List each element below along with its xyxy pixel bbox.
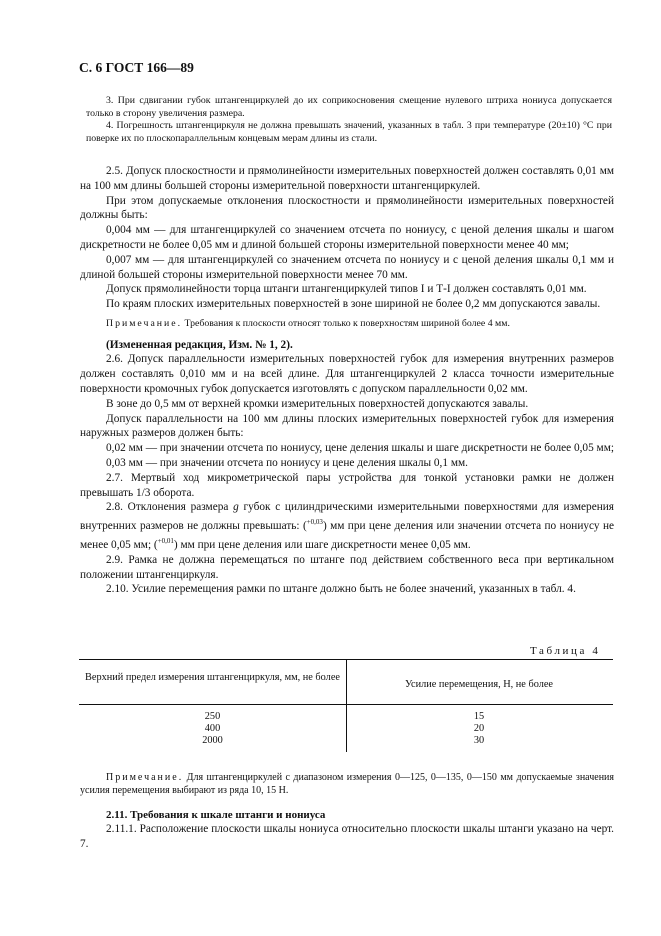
fraction-one-third: 1/3 xyxy=(135,486,151,499)
table-3-notes xyxy=(86,95,612,145)
table-cell: 2000 xyxy=(202,735,223,746)
para-2-5-b: При этом допускаемые отклонения плоскостности и прямолинейности измерительных поверхностей должны быть: xyxy=(80,194,614,222)
para-2-6-e: 0,03 мм — при значении отсчета по нониусу и цене деления шкалы 0,1 мм. xyxy=(106,456,468,469)
table-column-forces xyxy=(351,711,607,747)
para-2-8-c: ) мм при цене деления или значении отсчета по нониусу не менее 0,05 мм; ( xyxy=(80,520,615,551)
para-2-8-d: ) мм при цене деления или шаге дискретности менее 0,05 мм. xyxy=(173,538,471,551)
tolerance-1: +0,03 xyxy=(306,518,323,527)
para-2-6: 2.6. Допуск параллельности измерительных поверхностей губок для измерения внутренних размеров должен составлять 0,010 мм и на всей длине. Для штангенциркулей 2 класса точности измерительные поверхности кромочных губок допускается изготовлять с допуском параллельности 0,02 мм. xyxy=(80,353,614,395)
dimension-g: g xyxy=(233,501,239,514)
table-column-rule xyxy=(346,659,347,752)
footer-text xyxy=(80,772,614,851)
para-2-7-text: 2.7. Мертвый ход микрометрической пары устройства для тонкой установки рамки не должен превышать xyxy=(80,471,614,499)
para-2-10: 2.10. Усилие перемещения рамки по штанге должно быть не более значений, указанных в табл. 4. xyxy=(106,583,576,596)
para-2-7-end: оборота. xyxy=(150,486,195,499)
para-2-5-e: Допуск прямолинейности торца штанги штангенциркулей типов I и Т-I должен составлять 0,01 мм. xyxy=(106,283,587,296)
table-caption: Таблица 4 xyxy=(530,645,601,657)
para-2-8-b: губок с цилиндрическими измерительными поверхностями для измерения внутренних размеров не должны превышать: ( xyxy=(80,501,614,533)
note-text: Требования к плоскости относят только к поверхностям шириной более 4 мм. xyxy=(182,317,510,329)
note-text: Для штангенциркулей с диапазоном измерения 0—125, 0—135, 0—150 мм допускаемые значения усилия перемещения выбирают из ряда 10, 15 Н. xyxy=(80,772,614,796)
para-2-8-a: 2.8. Отклонения размера xyxy=(106,501,234,514)
note-3: 3. При сдвигании губок штангенциркулей до их соприкосновения смещение нулевого штриха нониуса допускается только в сторону увеличения размера. xyxy=(86,95,612,119)
para-2-5: 2.5. Допуск плоскостности и прямолинейности измерительных поверхностей должен составлять 0,01 мм на 100 мм длины большей стороны измерительной поверхности штангенциркулей. xyxy=(80,165,614,192)
section-heading: 2.11. Требования к шкале штанги и нониуса xyxy=(106,809,326,822)
table-header-limit: Верхний предел измерения штангенциркуля, мм, не более xyxy=(85,672,340,683)
para-2-5-c: 0,004 мм — для штангенциркулей со значением отсчета по нониусу, с ценой деления шкалы и шагом дискретности не более 0,05 мм и длиной большей стороны измерительной поверхности менее 40 мм; xyxy=(80,224,614,251)
note-label: Примечание. xyxy=(106,317,183,329)
tolerance-2: +0,01 xyxy=(157,536,174,545)
edit-note: (Измененная редакция, Изм. № 1, 2). xyxy=(106,338,293,351)
para-2-5-f: По краям плоских измерительных поверхностей в зоне шириной не более 0,2 мм допускаются завалы. xyxy=(106,298,601,311)
main-text xyxy=(80,164,614,597)
note-flatness xyxy=(80,318,614,331)
para-2-6-b: В зоне до 0,5 мм от верхней кромки измерительных поверхностей допускаются завалы. xyxy=(106,397,529,410)
para-2-6-d: 0,02 мм — при значении отсчета по нониусу, цене деления шкалы и шаге дискретности не более 0,05 мм; xyxy=(106,442,614,455)
table-column-limits xyxy=(85,711,340,747)
table-header-force: Усилие перемещения, Н, не более xyxy=(405,679,553,690)
table-cell: 15 xyxy=(473,711,485,722)
note-range xyxy=(80,772,614,797)
note-4: 4. Погрешность штангенциркуля не должна превышать значений, указанных в табл. 3 при температуре (20±10) °С при поверке их по плоскопараллельным концевым мерам длины из стали. xyxy=(86,120,612,144)
para-2-7 xyxy=(80,471,614,501)
table-cell: 250 xyxy=(204,711,221,722)
table-cell: 20 xyxy=(473,723,485,734)
table-cell: 400 xyxy=(204,723,221,734)
page-header: С. 6 ГОСТ 166—89 xyxy=(79,60,194,75)
para-2-9: 2.9. Рамка не должна перемещаться по штанге под действием собственного веса при вертикальном положении штангенциркуля. xyxy=(80,553,614,581)
para-2-6-c: Допуск параллельности на 100 мм длины плоских измерительных поверхностей губок для измерения наружных размеров должен быть: xyxy=(80,412,614,440)
table-4 xyxy=(79,659,613,752)
note-label: Примечание. xyxy=(106,772,184,783)
para-2-5-d: 0,007 мм — для штангенциркулей со значением отсчета по нониусу и с ценой деления шкалы 0,1 мм и длиной большей стороны измерительной поверхности менее 70 мм. xyxy=(80,253,614,281)
para-2-11-1: 2.11.1. Расположение плоскости шкалы нониуса относительно плоскости шкалы штанги указано на черт. 7. xyxy=(80,822,614,850)
table-cell: 30 xyxy=(473,735,485,746)
para-2-8 xyxy=(80,500,614,552)
